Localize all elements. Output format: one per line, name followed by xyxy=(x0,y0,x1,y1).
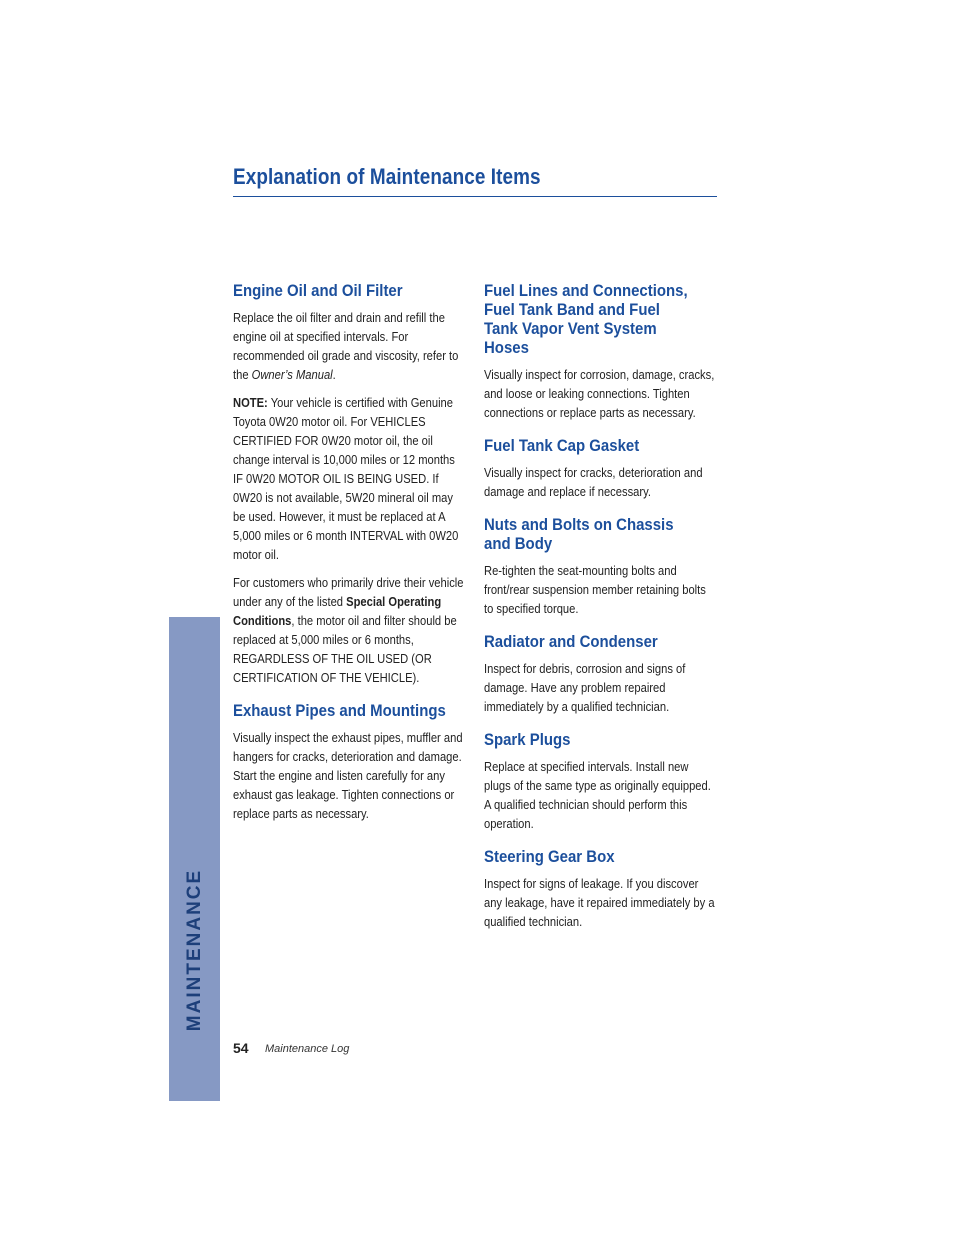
section-heading: Radiator and Condenser xyxy=(484,632,658,651)
section-heading: Engine Oil and Oil Filter xyxy=(233,281,403,300)
paragraph-text: , the motor oil and filter should be replaced at 5,000 miles or 6 months, REGARDLESS OF THE OIL USED (OR CERTIFICATION OF THE VEHICLE). xyxy=(233,613,457,685)
paragraph-text: For customers who primarily drive their vehicle under any of the listed xyxy=(233,575,464,609)
section-heading: Spark Plugs xyxy=(484,730,571,749)
footer-label: Maintenance Log xyxy=(265,1043,350,1055)
section-radiator xyxy=(484,632,716,716)
page-title: Explanation of Maintenance Items xyxy=(233,164,541,189)
special-conditions-term: Special Operating Conditions xyxy=(233,594,442,628)
left-column xyxy=(233,281,465,837)
section-heading: Nuts and Bolts on Chassis and Body xyxy=(484,515,674,553)
section-paragraph: Re-tighten the seat-mounting bolts and front/rear suspension member retaining bolts to specified torque. xyxy=(484,563,706,616)
section-paragraph: Visually inspect for cracks, deterioration and damage and replace if necessary. xyxy=(484,465,703,499)
section-exhaust xyxy=(233,701,465,823)
section-paragraph: Visually inspect the exhaust pipes, muffler and hangers for cracks, deterioration and damage. Start the engine and listen carefully for any exhaust gas leakage. Tighten connections or replace parts as necessary. xyxy=(233,730,463,821)
section-paragraph xyxy=(233,573,465,687)
section-nuts-bolts xyxy=(484,515,716,618)
page-number: 54 xyxy=(233,1040,249,1056)
section-paragraph: Inspect for signs of leakage. If you discover any leakage, have it repaired immediately by a qualified technician. xyxy=(484,876,715,929)
owners-manual-reference: Owner’s Manual xyxy=(251,367,333,382)
note-paragraph xyxy=(233,393,465,564)
paragraph-text: . xyxy=(332,367,336,382)
section-engine-oil xyxy=(233,281,465,687)
section-steering xyxy=(484,847,716,931)
paragraph-text: Replace the oil filter and drain and refill the engine oil at specified intervals. For recommended oil grade and viscosity, refer to the xyxy=(233,310,459,382)
section-heading: Exhaust Pipes and Mountings xyxy=(233,701,446,720)
section-sidebar-tab xyxy=(169,617,220,1101)
section-heading: Fuel Tank Cap Gasket xyxy=(484,436,640,455)
section-paragraph: Inspect for debris, corrosion and signs of damage. Have any problem repaired immediately by a qualified technician. xyxy=(484,661,686,714)
section-heading: Fuel Lines and Connections, Fuel Tank Band and Fuel Tank Vapor Vent System Hoses xyxy=(484,281,688,357)
section-fuel-cap xyxy=(484,436,716,501)
section-paragraph xyxy=(233,308,465,384)
note-text: Your vehicle is certified with Genuine Toyota 0W20 motor oil. For VEHICLES CERTIFIED FOR 0W20 motor oil, the oil change interval is 10,000 miles or 12 months IF 0W20 MOTOR OIL IS BEING USED. If 0W20 is not available, 5W20 mineral oil may be used. However, it must be replaced at A 5,000 miles or 6 month INTERVAL with 0W20 motor oil. xyxy=(233,395,459,562)
section-paragraph: Replace at specified intervals. Install new plugs of the same type as originally equipped. A qualified technician should perform this operation. xyxy=(484,759,711,831)
section-paragraph: Visually inspect for corrosion, damage, cracks, and loose or leaking connections. Tighten connections or replace parts as necessary. xyxy=(484,367,715,420)
section-spark-plugs xyxy=(484,730,716,833)
sidebar-label: MAINTENANCE xyxy=(183,868,205,1032)
note-label: NOTE: xyxy=(233,395,268,410)
section-fuel-lines xyxy=(484,281,716,422)
right-column xyxy=(484,281,716,945)
section-heading: Steering Gear Box xyxy=(484,847,615,866)
title-divider xyxy=(233,196,717,197)
